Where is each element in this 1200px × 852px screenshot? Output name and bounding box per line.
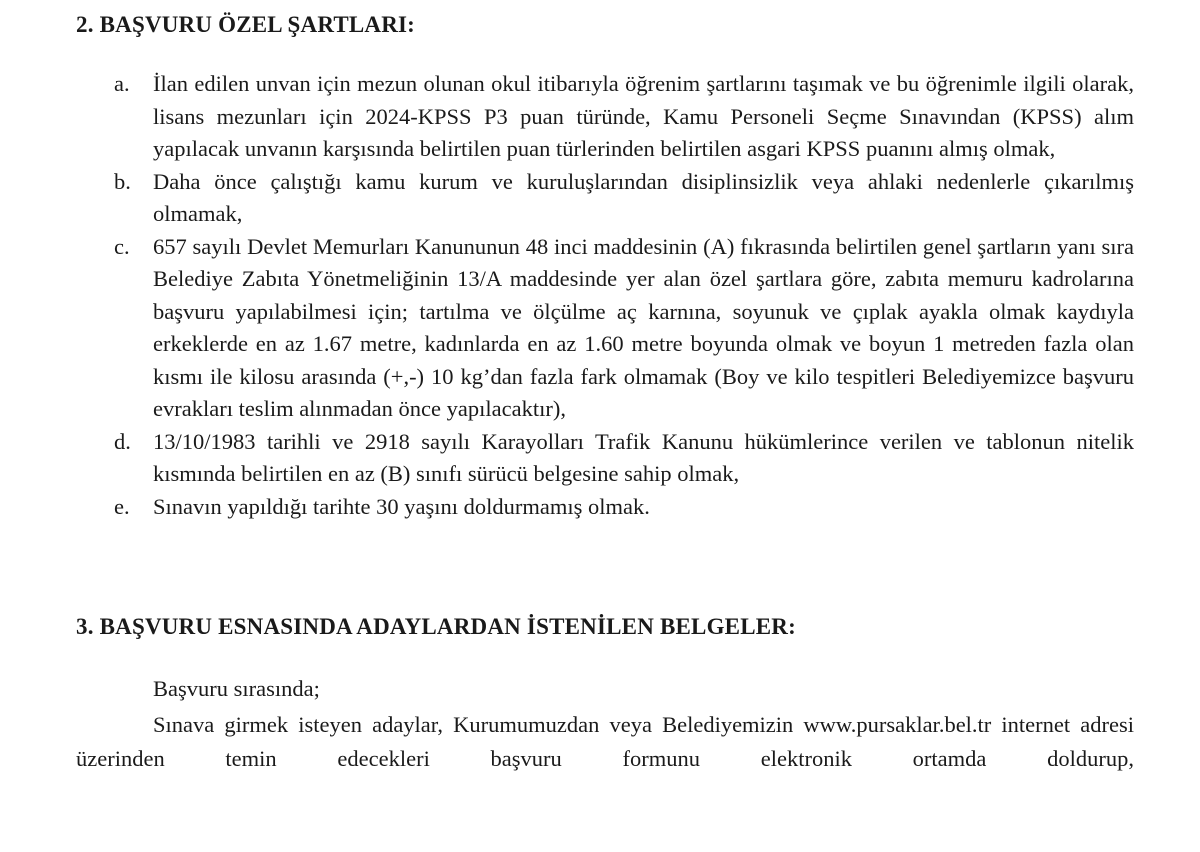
list-marker: c. <box>114 233 130 259</box>
section-3-intro: Başvuru sırasında; <box>153 676 320 701</box>
list-marker: b. <box>114 168 131 194</box>
list-item-text: 657 sayılı Devlet Memurları Kanununun 48 inci maddesinin (A) fıkrasında belirtilen genel şartların yanı sıra Belediye Zabıta Yönetmeliğinin 13/A maddesinde yer alan özel şartlara göre, zabıta memuru kadrolarına başvuru yapılabilmesi için; tartılma ve ölçülme aç karnına, soyunuk ve çıplak ayakla olmak kaydıyla erkeklerde en az 1.67 metre, kadınlarda en az 1.60 metre boyunda olmak ve boyun 1 metreden fazla olan kısmı ile kilosu arasında (+,-) 10 kg’dan fazla fark olmamak (Boy ve kilo tespitleri Belediyemizce başvuru evrakları teslim alınmadan önce yapılacaktır), <box>153 233 1134 421</box>
list-item-text: Sınavın yapıldığı tarihte 30 yaşını doldurmamış olmak. <box>153 493 650 519</box>
list-item-c <box>0 231 1200 426</box>
list-item-text: 13/10/1983 tarihli ve 2918 sayılı Karayolları Trafik Kanunu hükümlerince verilen ve tablonun nitelik kısmında belirtilen en az (B) sınıfı sürücü belgesine sahip olmak, <box>153 428 1134 486</box>
list-marker: a. <box>114 71 130 96</box>
list-item-a <box>0 68 1200 166</box>
requirements-list <box>0 68 1200 523</box>
list-item-text: Daha önce çalıştığı kamu kurum ve kuruluşlarından disiplinsizlik veya ahlaki nedenlerle çıkarılmış olmamak, <box>153 168 1134 226</box>
list-marker: d. <box>114 428 131 454</box>
list-marker: e. <box>114 493 130 519</box>
list-item-b <box>0 166 1200 231</box>
list-item-e <box>0 491 1200 524</box>
section-2-heading: 2. BAŞVURU ÖZEL ŞARTLARI: <box>76 12 416 37</box>
section-3-paragraph: Sınava girmek isteyen adaylar, Kurumumuzdan veya Belediyemizin www.pursaklar.bel.tr internet adresi üzerinden temin edecekleri başvuru formunu elektronik ortamda doldurup, <box>76 712 1134 771</box>
section-3-heading: 3. BAŞVURU ESNASINDA ADAYLARDAN İSTENİLEN BELGELER: <box>76 614 796 639</box>
list-item-text: İlan edilen unvan için mezun olunan okul itibarıyla öğrenim şartlarını taşımak ve bu öğrenimle ilgili olarak, lisans mezunları için 2024-KPSS P3 puan türünde, Kamu Personeli Seçme Sınavından (KPSS) alım yapılacak unvanın karşısında belirtilen puan türlerinden belirtilen asgari KPSS puanını almış olmak, <box>153 71 1134 161</box>
list-item-d <box>0 426 1200 491</box>
